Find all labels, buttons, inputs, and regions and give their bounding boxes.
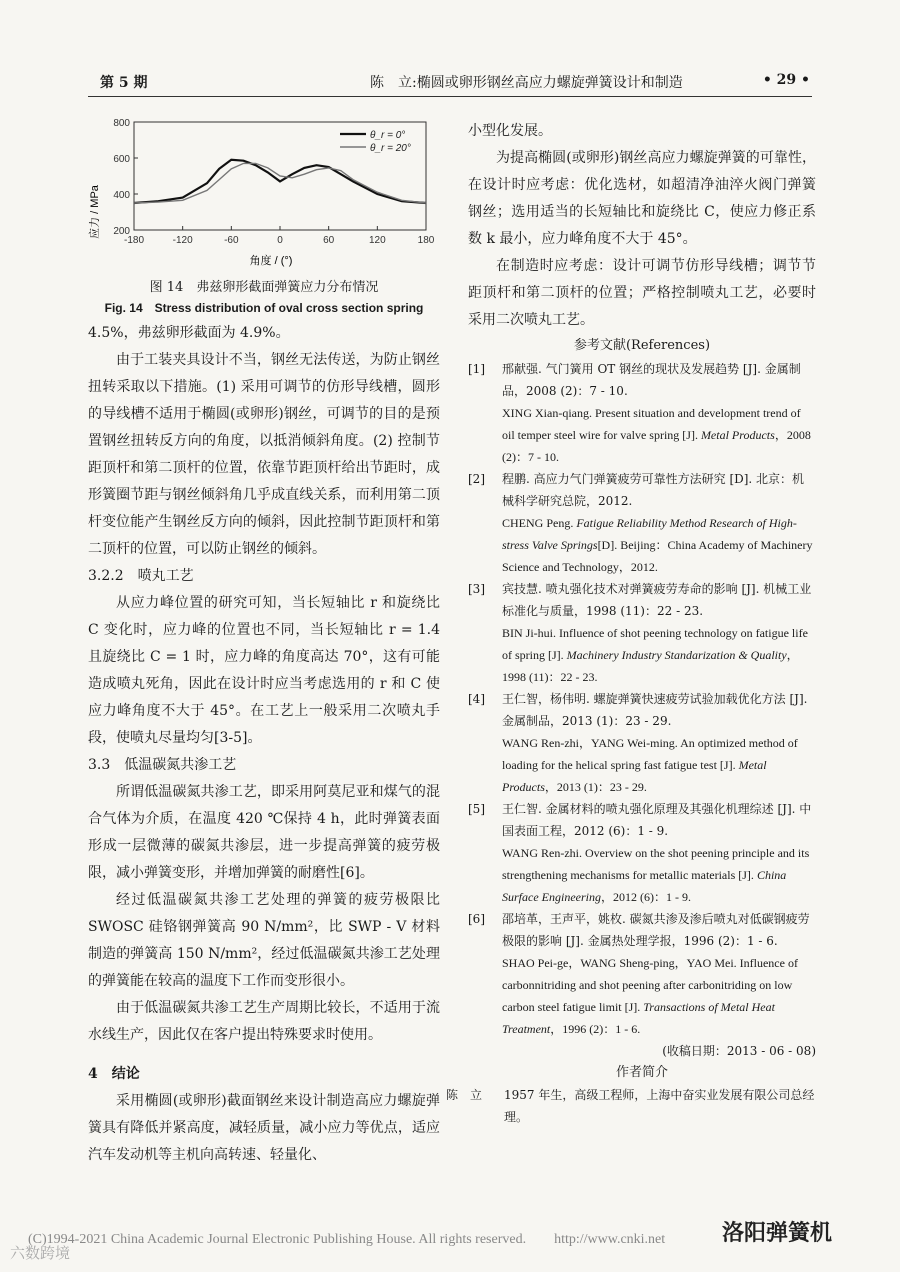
reference-number: [5]: [468, 802, 485, 816]
paragraph: 为提高椭圆(或卵形)钢丝高应力螺旋弹簧的可靠性，在设计时应考虑：优化选材，如超清净油淬火阀门弹簧钢丝；选用适当的长短轴比和旋绕比 C，使应力修正系数 k 最小，应力峰角度不大于 45°。: [468, 150, 816, 247]
stress-chart: [88, 112, 440, 272]
y-tick-label: 400: [113, 190, 130, 201]
y-tick-label: 600: [113, 154, 130, 165]
y-tick-label: 800: [113, 118, 130, 129]
x-tick-label: 60: [323, 235, 335, 246]
chart-ylabel: 应力 / MPa: [89, 185, 101, 239]
x-tick-label: -120: [172, 235, 193, 246]
reference-text: [502, 358, 816, 468]
reference-en: BIN Ji-hui. Influence of shot peening technology on fatigue life of spring [J]. Machinery Industry Standarization & Quality，1998 (11)：22 - 23.: [502, 626, 808, 684]
reference-list: [468, 358, 816, 1040]
reference-number: [6]: [468, 912, 485, 926]
header-rule: [88, 96, 812, 97]
x-tick-label: 180: [417, 235, 435, 246]
reference-cn: 邢献强. 气门簧用 OT 钢丝的现状及发展趋势 [J]. 金属制品，2008 (2)：7 - 10.: [502, 362, 801, 398]
author-text: 1957 年生，高级工程师，上海中奋实业发展有限公司总经理。: [504, 1088, 815, 1124]
legend-label: θ_r = 0°: [370, 130, 406, 141]
section-heading: 4 结论: [88, 1066, 140, 1082]
reference-item: [468, 358, 816, 468]
figure-caption-en: Fig. 14 Stress distribution of oval cross section spring: [104, 301, 424, 315]
figure-14: [88, 112, 440, 322]
received-date: (收稿日期：2013 - 06 - 08): [662, 1044, 816, 1058]
reference-number: [4]: [468, 692, 485, 706]
reference-en: CHENG Peng. Fatigue Reliability Method Research of High-stress Valve Springs[D]. Beijing：China Academy of Machinery Science and Technology，2012.: [502, 516, 813, 574]
left-column: [88, 320, 440, 1169]
page-number: • 29 •: [762, 72, 810, 88]
reference-cn: 宾技慧. 喷丸强化技术对弹簧疲劳寿命的影响 [J]. 机械工业标准化与质量，1998 (11)：22 - 23.: [502, 582, 812, 618]
reference-item: [468, 798, 816, 908]
author-name: 陈 立: [446, 1088, 483, 1102]
paragraph: 所谓低温碳氮共渗工艺，即采用阿莫尼亚和煤气的混合气体为介质，在温度 420 ℃保持 4 h，此时弹簧表面形成一层微薄的碳氮共渗层，进一步提高弹簧的疲劳极限，减小弹簧变形，并增加弹簧的耐磨性[6]。: [88, 784, 440, 881]
issue-number: 第 5 期: [100, 75, 148, 91]
chart-xlabel: 角度 / (°): [249, 255, 293, 267]
reference-cn: 王仁智. 金属材料的喷丸强化原理及其强化机理综述 [J]. 中国表面工程，2012 (6)：1 - 9.: [502, 802, 812, 838]
author-bio: [446, 1084, 816, 1128]
reference-text: [502, 688, 816, 798]
reference-en: SHAO Pei-ge，WANG Sheng-ping，YAO Mei. Influence of carbonnitriding and shot peening after carbonitriding on low carbon steel fatigue limit [J]. Transactions of Metal Heat Treatment，1996 (2)：1 - 6.: [502, 956, 798, 1036]
author-title: 作者简介: [615, 1065, 668, 1080]
section-heading: 3.2.2 喷丸工艺: [88, 568, 194, 584]
reference-text: [502, 798, 816, 908]
paragraph: 在制造时应考虑：设计可调节仿形导线槽；调节节距顶杆和第二顶杆的位置；严格控制喷丸工艺，必要时采用二次喷丸工艺。: [468, 258, 816, 328]
reference-item: [468, 688, 816, 798]
reference-text: [502, 578, 816, 688]
x-tick-label: -60: [224, 235, 239, 246]
reference-item: [468, 468, 816, 578]
paragraph: 由于工装夹具设计不当，钢丝无法传送，为防止钢丝扭转采取以下措施。(1) 采用可调节的仿形导线槽，圆形的导线槽不适用于椭圆(或卵形)钢丝，可调节的目的是预置钢丝扭转反方向的角度，以抵消倾斜角度。(2) 控制节距顶杆和第二顶杆的位置，依靠节距顶杆给出节距时，成形簧圈节距与钢丝倾斜角几乎成直线关系，而利用第二顶杆变位能产生钢丝反方向的倾斜，因此控制节距顶杆和第二顶杆的位置，可以防止钢丝的倾斜。: [88, 352, 440, 557]
running-title: 陈 立:椭圆或卵形钢丝高应力螺旋弹簧设计和制造: [370, 75, 683, 91]
running-header: [70, 66, 830, 94]
x-tick-label: -180: [123, 235, 145, 246]
paragraph: 从应力峰位置的研究可知，当长短轴比 r 和旋绕比 C 变化时，应力峰的位置也不同，当长短轴比 r = 1.4 且旋绕比 C = 1 时，应力峰的角度高达 70°，这有可能造成喷丸死角，因此在设计时应当考虑选用的 r 和 C 使应力峰角度不大于 45°。在工艺上一般采用二次喷丸手段，使喷丸尽量均匀[3-5]。: [88, 595, 440, 746]
reference-en: WANG Ren-zhi，YANG Wei-ming. An optimized method of loading for the helical spring fast fatigue test [J]. Metal Products，2013 (1)：23 - 29.: [502, 736, 798, 794]
legend-label: θ_r = 20°: [370, 143, 411, 154]
reference-cn: 王仁智，杨伟明. 螺旋弹簧快速疲劳试验加载优化方法 [J]. 金属制品，2013 (1)：23 - 29.: [502, 692, 808, 728]
series-line: [134, 160, 426, 203]
reference-number: [1]: [468, 362, 485, 376]
watermark-secondary: 六数跨境: [10, 1244, 71, 1262]
x-tick-label: 0: [277, 235, 283, 246]
reference-number: [3]: [468, 582, 485, 596]
reference-cn: 程鹏. 高应力气门弹簧疲劳可靠性方法研究 [D]. 北京：机械科学研究总院，2012.: [502, 472, 805, 508]
figure-caption-cn: 图 14 弗兹卵形截面弹簧应力分布情况: [149, 280, 379, 295]
series-line: [134, 163, 426, 203]
x-tick-label: 120: [368, 235, 386, 246]
paragraph: 4.5%，弗兹卵形截面为 4.9%。: [88, 325, 290, 341]
reference-en: XING Xian-qiang. Present situation and development trend of oil temper steel wire for valve spring [J]. Metal Products，2008 (2)：7 - 10.: [502, 406, 811, 464]
paragraph: 小型化发展。: [468, 123, 552, 139]
references-title: 参考文献(References): [573, 338, 711, 353]
copyright-footer: (C)1994-2021 China Academic Journal Electronic Publishing House. All rights reserved. http://www.cnki.net: [28, 1232, 666, 1247]
right-column: [446, 118, 816, 1128]
reference-text: [502, 908, 816, 1040]
reference-item: [468, 908, 816, 1040]
reference-cn: 邵培革，王声平，姚枚. 碳氮共渗及渗后喷丸对低碳钢疲劳极限的影响 [J]. 金属热处理学报，1996 (2)：1 - 6.: [502, 912, 810, 948]
y-tick-label: 200: [113, 226, 130, 237]
reference-item: [468, 578, 816, 688]
reference-en: WANG Ren-zhi. Overview on the shot peening principle and its strengthening mechanisms for metallic materials [J]. China Surface Engineering，2012 (6)：1 - 9.: [502, 846, 810, 904]
paragraph: 经过低温碳氮共渗工艺处理的弹簧的疲劳极限比 SWOSC 硅铬钢弹簧高 90 N/mm²，比 SWP - V 材料制造的弹簧高 150 N/mm²，经过低温碳氮共渗工艺处理的弹簧能在较高的温度下工作而变形很小。: [88, 892, 440, 989]
reference-text: [502, 468, 816, 578]
section-heading: 3.3 低温碳氮共渗工艺: [88, 757, 237, 773]
watermark: 洛阳弹簧机: [722, 1220, 833, 1246]
paragraph: 采用椭圆(或卵形)截面钢丝来设计制造高应力螺旋弹簧具有降低并紧高度，减轻质量，减小应力等优点，适应汽车发动机等主机向高转速、轻量化、: [88, 1093, 440, 1163]
paragraph: 由于低温碳氮共渗工艺生产周期比较长，不适用于流水线生产，因此仅在客户提出特殊要求时使用。: [88, 1000, 440, 1043]
reference-number: [2]: [468, 472, 485, 486]
